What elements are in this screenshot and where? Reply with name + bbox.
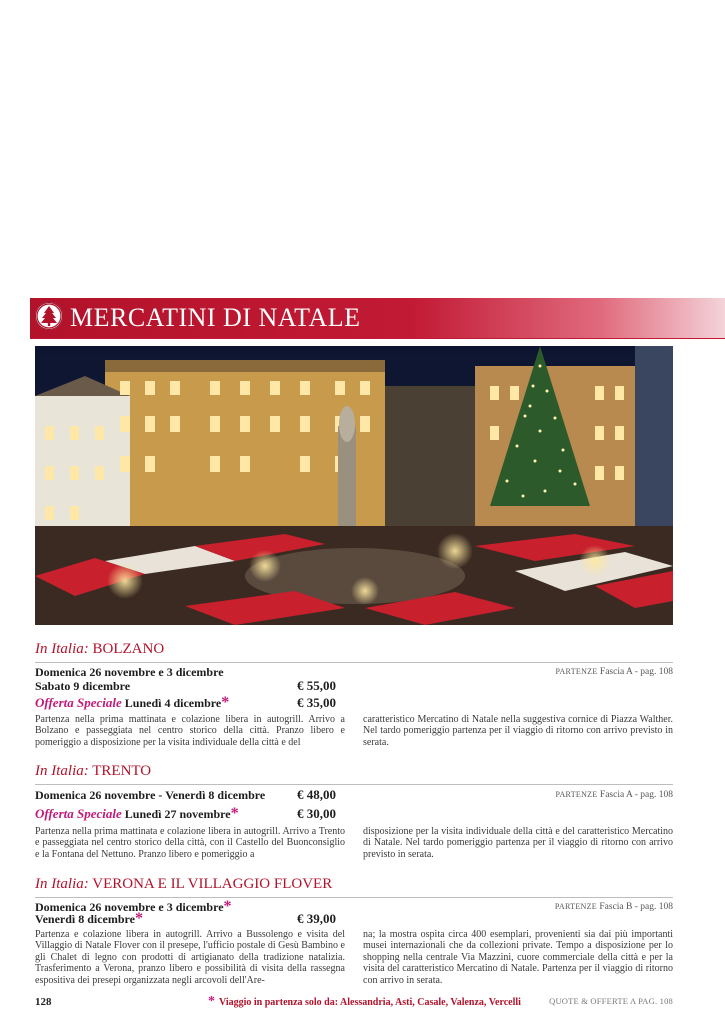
offer-price: € 30,00	[297, 806, 336, 821]
offer-label: Offerta Speciale	[35, 806, 122, 821]
footnote	[208, 994, 521, 1010]
section-rule	[35, 662, 673, 663]
departures-info: PARTENZE Fascia A - pag. 108	[555, 790, 673, 800]
offer-date: Lunedì 4 dicembre	[124, 696, 222, 710]
section-destination: BOLZANO	[92, 641, 165, 657]
section-trento	[35, 763, 673, 860]
departures-info: PARTENZE Fascia B - pag. 108	[554, 902, 673, 912]
section-title: In Italia: VERONA E IL VILLAGGIO FLOVER	[35, 876, 333, 892]
price: € 55,00	[297, 678, 336, 693]
section-destination: TRENTO	[92, 763, 152, 779]
asterisk-icon: *	[221, 694, 230, 711]
quote-note: QUOTE & OFFERTE A PAG. 108	[549, 996, 673, 1006]
description-right: caratteristico Mercatino di Natale nella suggestiva cornice di Piazza Walther. Nel tardo pomeriggio partenza per il viaggio di ritorno con arrivo previsto in serata.	[363, 714, 673, 748]
offer-price: € 35,00	[297, 695, 336, 710]
description-right: na; la mostra ospita circa 400 esemplari, provenienti sia dai più importanti musei internazionali che da collezioni private. Tempo a disposizione per lo shopping nella centrale Via Mazzini, cuore commerciale della città e per la visita del caratteristico Mercatino di Natale. Partenza per il viaggio di ritorno con arrivo in serata.	[363, 929, 673, 986]
description-left: Partenza e colazione libera in autogrill. Arrivo a Bussolengo e visita del Villaggio di Natale Flover con il presepe, l'ufficio postale di Gesù Bambino e gli Chalet di legno con prodotti di artigianato della tradizione natalizia. Trasferimento a Verona, pranzo libero e possibilità di visita della rassegna espositiva dei presepi organizzata negli arcovoli dell'Are-	[35, 929, 345, 986]
special-offer	[35, 694, 229, 712]
price: € 48,00	[297, 787, 336, 802]
section-destination: VERONA	[92, 876, 154, 892]
description-left: Partenza nella prima mattinata e colazione libera in autogrill. Arrivo a Trento e passeggiata nel centro storico della città, con il Castello del Buonconsiglio e la Fontana del Nettuno. Pranzo libero e pomeriggio a	[35, 826, 345, 860]
price: € 39,00	[297, 911, 336, 926]
asterisk-icon: *	[223, 898, 232, 915]
page-number: 128	[35, 996, 52, 1008]
section-subtitle: E IL VILLAGGIO FLOVER	[157, 876, 333, 892]
offer-date: Lunedì 27 novembre	[124, 807, 231, 821]
date-line: Domenica 26 novembre - Venerdì 8 dicembre	[35, 788, 266, 802]
page-title: MERCATINI DI NATALE	[70, 303, 361, 332]
special-offer	[35, 805, 239, 823]
section-title: In Italia: BOLZANO	[35, 641, 165, 657]
footnote-text: Viaggio in partenza solo da: Alessandria, Asti, Casale, Valenza, Vercelli	[219, 997, 521, 1008]
section-rule	[35, 784, 673, 785]
date-line: Venerdì 8 dicembre*	[35, 910, 143, 927]
description-left: Partenza nella prima mattinata e colazione libera in autogrill. Arrivo a Bolzano e passeggiata nel centro storico della città. Pranzo libero e pomeriggio a disposizione per la visita individuale della città e del	[35, 714, 345, 748]
offer-label: Offerta Speciale	[35, 695, 122, 710]
asterisk-icon: *	[135, 910, 143, 927]
section-title: In Italia: TRENTO	[35, 763, 152, 779]
date-line: Sabato 9 dicembre	[35, 679, 131, 693]
header-rule	[30, 338, 725, 339]
date-line: Domenica 26 novembre e 3 dicembre*	[35, 898, 232, 915]
date-line: Domenica 26 novembre e 3 dicembre	[35, 665, 224, 679]
section-verona	[35, 876, 673, 986]
christmas-market-photo	[35, 346, 673, 625]
christmas-tree-icon	[35, 302, 63, 330]
description-right: disposizione per la visita individuale della città e del caratteristico Mercatino di Natale. Nel tardo pomeriggio partenza per il viaggio di ritorno con arrivo previsto in serata.	[363, 826, 673, 860]
departures-info: PARTENZE Fascia A - pag. 108	[555, 667, 673, 677]
asterisk-icon: *	[208, 994, 215, 1009]
asterisk-icon: *	[230, 805, 239, 822]
section-bolzano	[35, 641, 673, 748]
